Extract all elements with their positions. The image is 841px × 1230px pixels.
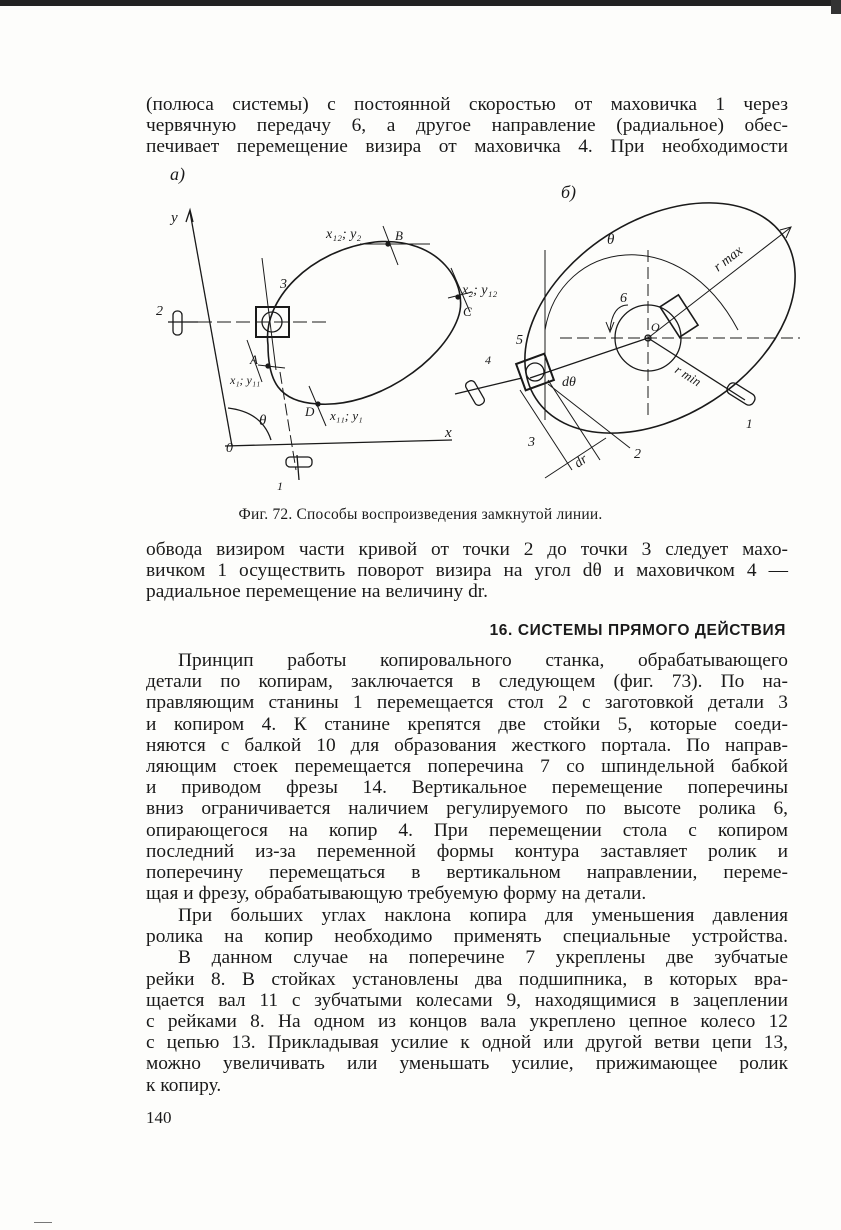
label-B: B	[395, 228, 403, 243]
text-line: ляющим стоек перемещается поперечина 7 со шпиндельной бабкой	[146, 756, 788, 778]
text-line: ролика на копир необходимо применять специальные устройства.	[146, 926, 788, 948]
handwheel-2-icon	[173, 311, 182, 335]
label-b-1: 1	[746, 416, 753, 431]
point-D	[316, 402, 320, 406]
label-C: C	[463, 304, 472, 319]
text-line: последний из-за переменной формы контура заставляет ролик и	[146, 840, 788, 862]
vertical-centerline	[280, 372, 296, 470]
text-line: щается вал 11 с зубчатыми колесами 9, находящимися в зацеплении	[146, 989, 788, 1011]
label-b-4: 4	[485, 353, 491, 367]
rmin-shaft	[648, 338, 745, 400]
label-rmax: r max	[711, 243, 746, 276]
text-line: поперечину перемещаться в вертикальном направлении, переме-	[146, 862, 788, 884]
text-line: с цепью 13. Прикладывая усилие к одной или другой ветви цепи 13,	[146, 1032, 788, 1054]
label-b-6: 6	[620, 291, 627, 306]
label-rmin: r min	[672, 361, 704, 390]
y-axis	[190, 212, 232, 446]
point-A	[266, 364, 270, 368]
label-dr: dr	[571, 451, 591, 472]
label-a-1: 1	[277, 479, 283, 493]
point-B	[386, 242, 390, 246]
label-coord-bottom: x₁₁; y₁	[330, 408, 363, 423]
leader-2	[548, 384, 630, 448]
text-line: опирающегося на копир 4. При перемещении стола с копиром	[146, 819, 788, 841]
label-theta: θ	[259, 413, 267, 429]
closed-curve	[267, 241, 460, 404]
section-heading: 16. СИСТЕМЫ ПРЯМОГО ДЕЙСТВИЯ	[489, 622, 786, 639]
label-coord-left: x₁; y₁₁	[230, 373, 261, 387]
y-axis-arrow	[186, 210, 193, 222]
text-line: и приводом фрезы 14. Вертикальное перемещение поперечины	[146, 777, 788, 799]
text-line: детали по копирам, заключается в следующем (фиг. 73). По на-	[146, 671, 788, 693]
figure-label-a: а)	[170, 164, 185, 184]
text-line: к копиру.	[146, 1074, 222, 1096]
label-A: A	[250, 352, 258, 367]
paragraph-2	[146, 905, 788, 1096]
figure-72-drawing	[0, 0, 841, 500]
label-D: D	[305, 404, 315, 419]
label-b-theta: θ	[607, 232, 615, 248]
b-visor-circle	[526, 363, 544, 381]
label-dtheta: dθ	[562, 375, 576, 390]
label-coord-top: x₁₂; y₂	[326, 227, 362, 242]
text-line: и копиром 4. К станине крепятся две стойки 5, которые соеди-	[146, 713, 788, 735]
tick-A	[258, 365, 285, 368]
text-line: В данном случае на поперечине 7 укреплены две зубчатые	[178, 947, 788, 969]
text-line: можно увеличивать или уменьшать усилие, прижимающее ролик	[146, 1053, 788, 1075]
label-pole-O: O	[651, 320, 660, 334]
text-line: обвода визиром части кривой от точки 2 до точки 3 следует махо-	[146, 539, 788, 560]
text-line: радиальное перемещение на величину dr.	[146, 581, 489, 603]
paragraph-1	[146, 650, 788, 904]
label-coord-right: x₂; y₁₂	[462, 283, 498, 298]
handwheel-4-icon	[464, 379, 486, 407]
figure-caption: Фиг. 72. Способы воспроизведения замкнутой линии.	[238, 506, 603, 523]
text-line: (полюса системы) с постоянной скоростью от маховичка 1 через	[146, 94, 788, 115]
scan-mark	[34, 1222, 52, 1223]
text-line: Принцип работы копировального станка, обрабатывающего	[178, 650, 788, 671]
text-line: вичком 1 осуществить поворот визира на угол dθ и маховичком 4 —	[146, 560, 788, 582]
label-y: y	[171, 210, 178, 226]
label-b-3: 3	[528, 435, 535, 450]
label-b-2: 2	[634, 447, 641, 462]
dr-line-1	[520, 390, 572, 470]
text-line: печивает перемещение визира от маховичка 4. При необходимости	[146, 136, 788, 158]
text-line: При больших углах наклона копира для уменьшения давления	[178, 905, 788, 926]
middle-paragraph	[146, 539, 788, 603]
figure-label-b: б)	[561, 182, 577, 202]
visor-radius	[530, 338, 648, 378]
text-line: червячную передачу 6, а другое направление (радиальное) обес-	[146, 115, 788, 137]
text-line: вниз ограничивается наличием регулируемого по высоте ролика 6,	[146, 798, 788, 820]
text-line: няются с балкой 10 для образования жесткого портала. По направ-	[146, 734, 788, 756]
handwheel-1-icon	[286, 457, 312, 467]
outer-curve	[483, 155, 838, 481]
label-origin: 0	[226, 441, 233, 456]
x-axis	[225, 440, 452, 446]
b-handwheel-1-icon	[725, 381, 757, 407]
label-a-2: 2	[156, 304, 163, 319]
dr-line-2	[548, 380, 600, 460]
label-x: x	[445, 425, 452, 441]
label-b-5: 5	[516, 333, 523, 348]
text-line: правляющим станины 1 перемещается стол 2 с заготовкой детали 3	[146, 692, 788, 714]
point-C	[456, 295, 460, 299]
worm-block	[660, 295, 698, 337]
text-line: щая и фрезу, обрабатывающую требуемую форму на детали.	[146, 883, 647, 905]
theta-arc	[545, 255, 738, 330]
text-line: рейки 8. В стойках установлены два подшипника, в которых вра-	[146, 968, 788, 990]
text-line: с рейками 8. На одном из концов вала укреплено цепное колесо 12	[146, 1011, 788, 1033]
label-a-3: 3	[280, 277, 287, 292]
page-number: 140	[146, 1108, 172, 1127]
